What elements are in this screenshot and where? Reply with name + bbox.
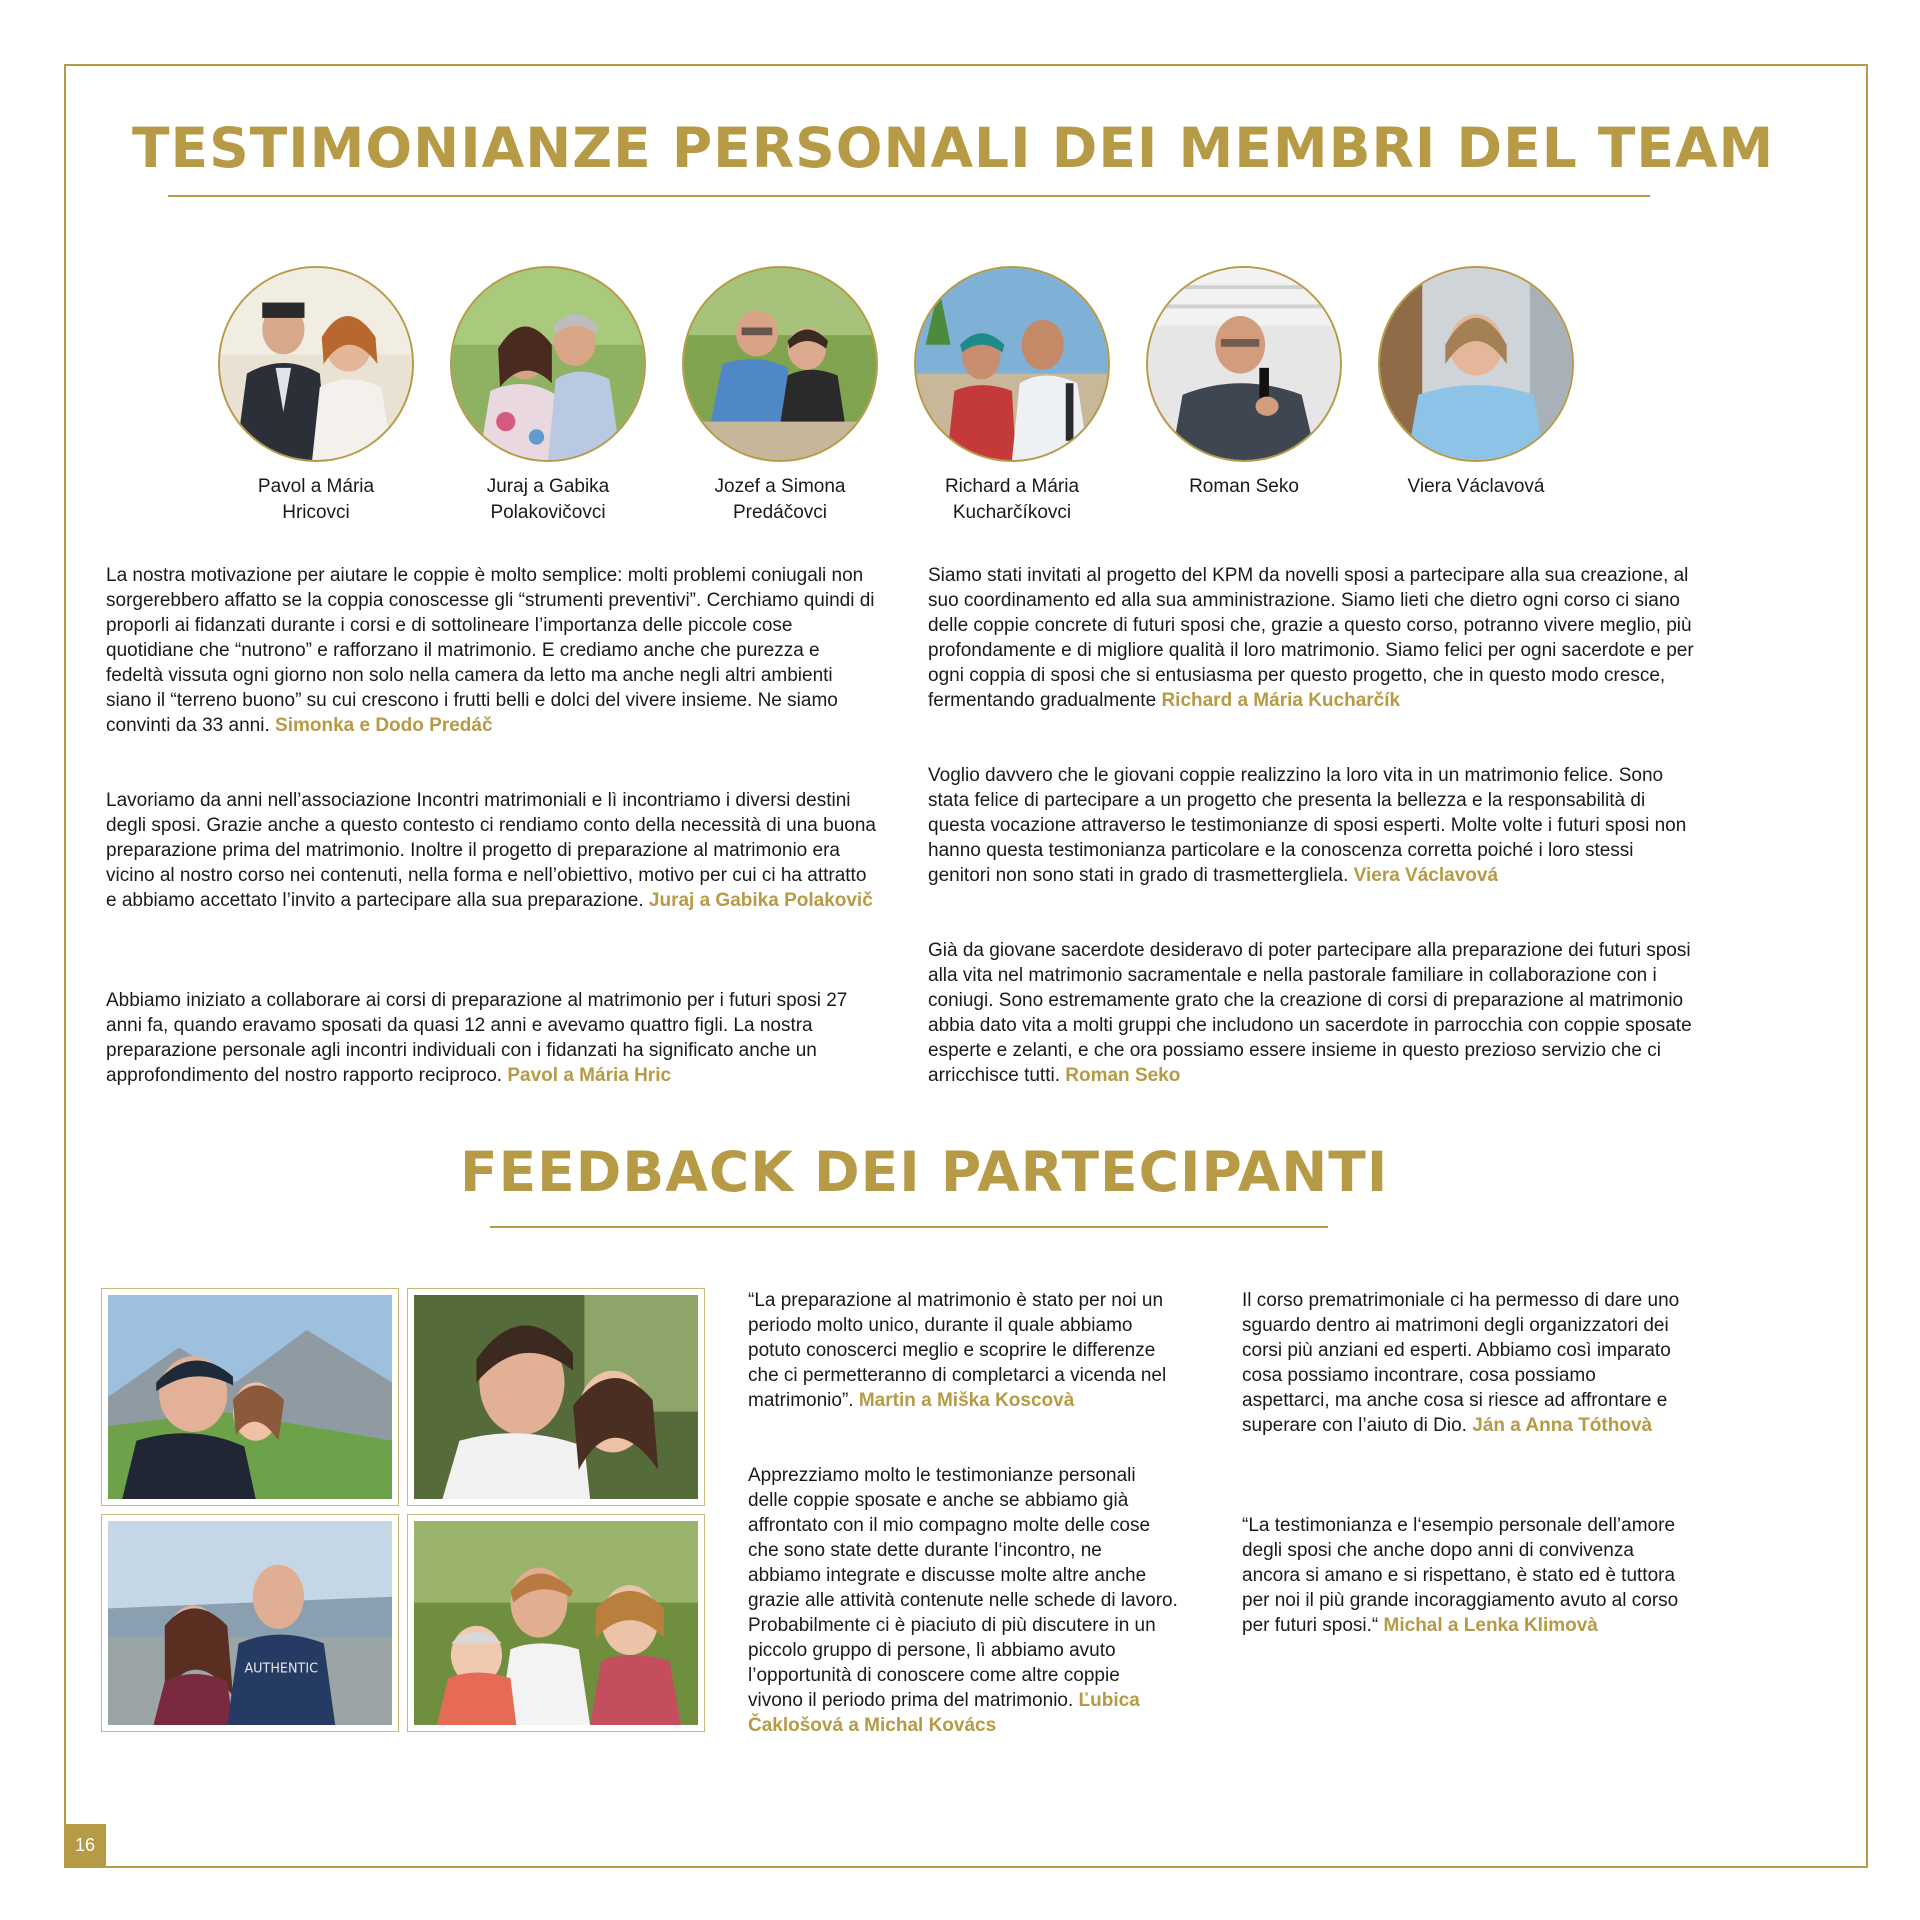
- feedback-author: Ján a Anna Tóthovà: [1472, 1415, 1653, 1436]
- feedback-author: Martin a Miška Koscovà: [858, 1390, 1075, 1411]
- feedback-section-title: FEEDBACK DEI PARTECIPANTI: [460, 1140, 1389, 1204]
- portrait-hricovci: [218, 266, 414, 462]
- team-name-1: Pavol a Mária Hricovci: [257, 476, 375, 523]
- testimonial-kucharcik: Siamo stati invitati al progetto del KPM da novelli sposi a partecipare alla sua creazione, al suo coordinamento ed alla sua amministrazione. Siamo lieti che dietro ogni corso ci siano delle coppie concrete di futuri sposi che, grazie a questo corso, potranno vivere meglio, più profondamente e di migliore qualità il loro matrimonio. Siamo felici per ogni sacerdote e per ogni coppia di sposi che si entusiasma per questo progetto, che in questo modo cresce, fermentando gradualmente Richard a Mária Kucharčík: [928, 565, 1694, 711]
- title-underline: [168, 195, 1650, 197]
- feedback-author: Ľubica Čaklošová a Michal Kovács: [748, 1690, 1140, 1736]
- team-section-title: TESTIMONIANZE PERSONALI DEI MEMBRI DEL TEAM: [132, 116, 1775, 180]
- feedback-author: Michal a Lenka Klimovà: [1383, 1615, 1598, 1636]
- team-name-2: Juraj a Gabika Polakovičovci: [486, 476, 610, 523]
- testimonial-vaclavova: Voglio davvero che le giovani coppie realizzino la loro vita in un matrimonio felice. Sono stata felice di partecipare a un progetto che presenta la bellezza e la responsabilità di questa vocazione attraverso le testimonianze di sposi esperti. Molte volte i futuri sposi non hanno questa testimonianza particolare e la conoscenza corretta poiché i loro stessi genitori non sono stati in grado di trasmettergliela. Viera Václavová: [928, 765, 1687, 886]
- feedback-koscova: “La preparazione al matrimonio è stato per noi un periodo molto unico, durante il quale abbiamo potuto conoscerci meglio e scoprire le differenze che ci permetteranno di completarci a vicenda nel matrimonio”. Martin a Miška Koscovà: [748, 1290, 1167, 1411]
- photo-family-baby: [407, 1514, 705, 1732]
- testimonial-author: Roman Seko: [1065, 1065, 1181, 1086]
- testimonial-author: Juraj a Gabika Polakovič: [648, 890, 873, 911]
- team-name-5: Roman Seko: [1189, 476, 1299, 497]
- feedback-klimova: “La testimonianza e l‘esempio personale dell’amore degli sposi che anche dopo anni di convivenza ancora si amano e si rispettano, è stato ed è tuttora per noi il più grande incoraggiamento avuto al corso per futuri sposi.“ Michal a Lenka Klimovà: [1242, 1515, 1679, 1636]
- feedback-caklosova: Apprezziamo molto le testimonianze personali delle coppie sposate e anche se abbiamo già affrontato con il mio compagno molte delle cose che sono state dette durante l‘incontro, ne abbiamo integrate e discusse molte altre anche grazie alle attività contenute nelle schede di lavoro. Probabilmente ci è piaciuto di più discutere in un piccolo gruppo di persone, lì abbiamo avuto l’opportunità di conoscere come altre coppie vivono il periodo prima del matrimonio. Ľubica Čaklošová a Michal Kovács: [748, 1465, 1178, 1736]
- testimonial-author: Richard a Mária Kucharčík: [1161, 690, 1401, 711]
- photo-couple-city: [101, 1514, 399, 1732]
- portrait-polakovicovci: [450, 266, 646, 462]
- team-name-4: Richard a Mária Kucharčíkovci: [944, 476, 1080, 523]
- feedback-title-underline: [490, 1226, 1328, 1228]
- team-name-3: Jozef a Simona Predáčovci: [714, 476, 846, 523]
- team-name-6: Viera Václavová: [1407, 476, 1545, 497]
- shirt-print: AUTHENTIC: [244, 1661, 319, 1677]
- portrait-viera-vaclavova: [1378, 266, 1574, 462]
- testimonial-polakovic: Lavoriamo da anni nell’associazione Incontri matrimoniali e lì incontriamo i diversi destini degli sposi. Grazie anche a questo contesto ci rendiamo conto della necessità di una buona preparazione prima del matrimonio. Inoltre il progetto di preparazione al matrimonio era vicino al nostro corso nei contenuti, nella forma e nell’obiettivo, motivo per cui ci ha attratto e abbiamo accettato l’invito a partecipare alla sua preparazione. Juraj a Gabika Polakovič: [106, 790, 876, 911]
- photo-couple-mountain: [101, 1288, 399, 1506]
- feedback-tothova: Il corso prematrimoniale ci ha permesso di dare uno sguardo dentro ai matrimoni degli organizzatori dei corsi più anziani ed esperti. Abbiamo così imparato cosa possiamo incontrare, cosa possiamo aspettarci, ma anche cosa si riesce ad affrontare e superare con l’aiuto di Dio. Ján a Anna Tóthovà: [1242, 1290, 1680, 1436]
- testimonial-author: Pavol a Mária Hric: [507, 1065, 672, 1086]
- testimonial-author: Simonka e Dodo Predáč: [275, 715, 493, 736]
- portrait-predacovci: [682, 266, 878, 462]
- photo-couple-smile: [407, 1288, 705, 1506]
- portrait-kucharcikovci: [914, 266, 1110, 462]
- testimonial-seko: Già da giovane sacerdote desideravo di poter partecipare alla preparazione dei futuri sposi alla vita nel matrimonio sacramentale e nella pastorale familiare in collaborazione con i coniugi. Sono estremamente grato che la creazione di corsi di preparazione al matrimonio abbia dato vita a molti gruppi che includono un sacerdote in parrocchia con coppie sposate esperte e zelanti, e che ora possiamo essere insieme in questo prezioso servizio che ci arricchisce tutti. Roman Seko: [928, 940, 1692, 1086]
- portrait-roman-seko: [1146, 266, 1342, 462]
- testimonial-hric: Abbiamo iniziato a collaborare ai corsi di preparazione al matrimonio per i futuri sposi 27 anni fa, quando eravamo sposati da quasi 12 anni e avevamo quattro figli. La nostra preparazione personale agli incontri individuali con i fidanzati ha significato anche un approfondimento del nostro rapporto reciproco. Pavol a Mária Hric: [106, 990, 848, 1086]
- page-number: 16: [64, 1824, 106, 1866]
- testimonial-predac: La nostra motivazione per aiutare le coppie è molto semplice: molti problemi coniugali non sorgerebbero affatto se la coppia conoscesse gli “strumenti preventivi”. Cerchiamo quindi di proporli ai fidanzati durante i corsi e di sottolineare l’importanza delle piccole cose quotidiane che “nutrono” e rafforzano il matrimonio. E crediamo anche che purezza e fedeltà vissuta ogni giorno non solo nella camera da letto ma anche negli altri ambienti siano il “terreno buono” su cui crescono i frutti belli e dolci del vivere insieme. Ne siamo convinti da 33 anni. Simonka e Dodo Predáč: [106, 565, 875, 736]
- testimonial-author: Viera Václavová: [1353, 865, 1499, 886]
